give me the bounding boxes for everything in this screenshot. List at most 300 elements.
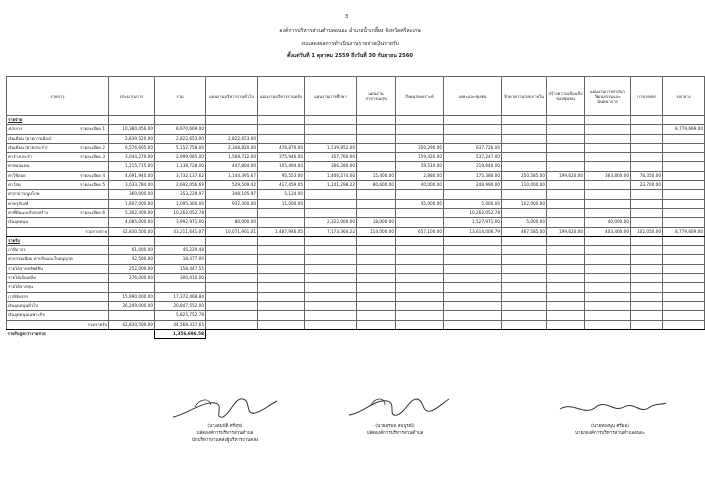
- empty-cell: [502, 329, 547, 338]
- amount-cell: [502, 134, 547, 143]
- empty-cell: [663, 311, 705, 320]
- empty-cell: [502, 301, 547, 310]
- amount-cell: 40,000.00: [585, 218, 631, 227]
- empty-cell: [502, 283, 547, 292]
- empty-cell: [305, 264, 357, 273]
- row-label: [7, 181, 109, 190]
- amount-cell: 1,527,971.00: [444, 218, 502, 227]
- amount-cell: 159,420.00: [396, 153, 444, 162]
- amount-cell: [631, 199, 663, 208]
- amount-cell: [547, 134, 585, 143]
- amount-cell: 80,000.00: [206, 218, 258, 227]
- row-label-text: ค่าใช้สอย: [8, 172, 26, 178]
- empty-cell: [502, 292, 547, 301]
- empty-cell: [258, 274, 305, 283]
- amount-cell: 357,760.00: [305, 153, 357, 162]
- amount-cell: [547, 199, 585, 208]
- empty-cell: [663, 301, 705, 310]
- amount-cell: [631, 218, 663, 227]
- empty-cell: [547, 236, 585, 245]
- row-label-text: รายได้เบ็ดเตล็ด: [8, 275, 37, 281]
- income-row: [7, 255, 705, 264]
- expense-row: [7, 162, 705, 171]
- empty-cell: [206, 116, 258, 125]
- empty-cell: [305, 255, 357, 264]
- amount-cell: 3,992,971.00: [155, 218, 206, 227]
- row-label-text: เงินเดือน (ฝ่ายการเมือง): [8, 135, 52, 141]
- amount-cell: [585, 181, 631, 190]
- row-label: [7, 218, 109, 227]
- amount-cell: [444, 190, 502, 199]
- row-label: [7, 227, 109, 236]
- empty-cell: [305, 320, 357, 329]
- amount-cell: [547, 218, 585, 227]
- empty-cell: [258, 283, 305, 292]
- empty-cell: [663, 246, 705, 255]
- amount-cell: 10,071,901.01: [206, 227, 258, 236]
- expense-row: [7, 190, 705, 199]
- income-row: [7, 311, 705, 320]
- net-result-row: [7, 329, 705, 338]
- amount-cell: 2,839,520.00: [109, 134, 155, 143]
- amount-cell: 80,600.00: [357, 181, 396, 190]
- expense-row: [7, 218, 705, 227]
- empty-cell: [502, 236, 547, 245]
- row-label: [7, 199, 109, 208]
- expense-total-row: [7, 227, 705, 236]
- amount-cell: [631, 153, 663, 162]
- amount-cell: [631, 208, 663, 217]
- row-label-text: เงินอุดหนุนทั่วไป: [8, 302, 38, 308]
- column-header: รักษาความสงบภายใน: [502, 77, 547, 116]
- amount-cell: [585, 143, 631, 152]
- column-header: สร้างความเข้มแข็งของชุมชน: [547, 77, 585, 116]
- empty-cell: [502, 116, 547, 125]
- amount-cell: [663, 143, 705, 152]
- empty-cell: [396, 264, 444, 273]
- empty-cell: [258, 329, 305, 338]
- row-label-text: รายได้จากทรัพย์สิน: [8, 265, 43, 271]
- amount-cell: 1,487,946.05: [258, 227, 305, 236]
- table-header-row: [7, 77, 705, 116]
- column-header: แผนงานการศาสนาวัฒนธรรมและนันทนาการ: [585, 77, 631, 116]
- empty-cell: [109, 236, 155, 245]
- amount-cell: 1,215,715.00: [109, 162, 155, 171]
- amount-cell: [155, 283, 206, 292]
- row-label: [7, 311, 109, 320]
- row-label: [7, 320, 109, 329]
- empty-cell: [444, 264, 502, 273]
- amount-cell: 360,000.00: [109, 190, 155, 199]
- amount-cell: 13,614,006.79: [444, 227, 502, 236]
- amount-cell: 44,568,337.65: [155, 320, 206, 329]
- amount-cell: [585, 208, 631, 217]
- empty-cell: [585, 311, 631, 320]
- amount-cell: 353,229.97: [155, 190, 206, 199]
- empty-cell: [206, 264, 258, 273]
- amount-cell: [444, 134, 502, 143]
- amount-cell: 5,000.00: [502, 218, 547, 227]
- empty-cell: [502, 274, 547, 283]
- empty-cell: [631, 320, 663, 329]
- page-number: 3: [345, 14, 349, 20]
- empty-cell: [357, 311, 396, 320]
- empty-cell: [206, 246, 258, 255]
- empty-cell: [663, 320, 705, 329]
- amount-cell: 4,691,940.00: [109, 171, 155, 180]
- empty-cell: [444, 292, 502, 301]
- empty-cell: [444, 320, 502, 329]
- empty-cell: [631, 116, 663, 125]
- amount-cell: [585, 162, 631, 171]
- amount-cell: [502, 125, 547, 134]
- income-row: [7, 283, 705, 292]
- amount-cell: 59,510.00: [396, 162, 444, 171]
- empty-cell: [357, 264, 396, 273]
- amount-cell: [663, 134, 705, 143]
- empty-cell: [305, 311, 357, 320]
- amount-cell: [502, 208, 547, 217]
- empty-cell: [585, 264, 631, 273]
- row-label-text: ค่าธรรมเนียม ค่าปรับและใบอนุญาต: [8, 256, 73, 262]
- empty-cell: [357, 274, 396, 283]
- empty-cell: [357, 292, 396, 301]
- empty-cell: [206, 292, 258, 301]
- row-label: [7, 208, 109, 217]
- signature-title: ปลัดองค์การบริหารส่วนตำบล: [366, 431, 424, 436]
- row-label-text: ค่าวัสดุ: [8, 182, 21, 188]
- expense-row: [7, 134, 705, 143]
- amount-cell: [502, 190, 547, 199]
- amount-cell: 537,247.00: [444, 153, 502, 162]
- empty-cell: [663, 292, 705, 301]
- empty-cell: [547, 292, 585, 301]
- amount-cell: 105,494.00: [258, 162, 305, 171]
- empty-cell: [502, 246, 547, 255]
- amount-cell: 219,640.00: [444, 162, 502, 171]
- empty-cell: [396, 329, 444, 338]
- row-label-text: เงินอุดหนุนเฉพาะกิจ: [8, 312, 45, 318]
- empty-cell: [585, 246, 631, 255]
- amount-cell: 20,847,552.00: [155, 301, 206, 310]
- empty-cell: [631, 329, 663, 338]
- amount-cell: 8,779,669.00: [663, 125, 705, 134]
- empty-cell: [663, 274, 705, 283]
- amount-cell: [206, 125, 258, 134]
- empty-cell: [396, 292, 444, 301]
- income-row: [7, 292, 705, 301]
- amount-cell: 2,348,820.00: [206, 143, 258, 152]
- empty-cell: [396, 283, 444, 292]
- amount-cell: [305, 199, 357, 208]
- amount-cell: 417,459.05: [258, 181, 305, 190]
- signature-block-chief: [320, 393, 470, 437]
- amount-cell: 1,138,728.00: [155, 162, 206, 171]
- amount-cell: [663, 190, 705, 199]
- org-title: องค์การบริหารส่วนตำบลอนอะ อำเภอน้ำเกลี้ยง จังหวัดศรีสะเกษ: [279, 28, 421, 34]
- amount-cell: 5,302,400.00: [109, 208, 155, 217]
- amount-cell: 40,000.00: [396, 181, 444, 190]
- amount-cell: 250,585.00: [502, 171, 547, 180]
- empty-cell: [357, 116, 396, 125]
- amount-cell: [631, 162, 663, 171]
- amount-cell: 476,870.00: [258, 143, 305, 152]
- empty-cell: [631, 236, 663, 245]
- empty-cell: [502, 320, 547, 329]
- amount-cell: 248,990.00: [444, 181, 502, 190]
- amount-cell: 1,241,298.22: [305, 181, 357, 190]
- empty-cell: [206, 329, 258, 338]
- net-label: รายรับสูงกว่ารายจ่าย: [7, 331, 46, 337]
- empty-cell: [631, 292, 663, 301]
- amount-cell: [585, 125, 631, 134]
- amount-cell: 637,726.00: [444, 143, 502, 152]
- empty-cell: [547, 264, 585, 273]
- amount-cell: 932,300.00: [206, 199, 258, 208]
- column-header: แผนงานการศึกษา: [305, 77, 357, 116]
- empty-cell: [631, 301, 663, 310]
- empty-cell: [305, 246, 357, 255]
- amount-cell: [585, 190, 631, 199]
- empty-cell: [444, 283, 502, 292]
- income-row: [7, 246, 705, 255]
- amount-cell: 300,410.00: [155, 274, 206, 283]
- amount-cell: 1,807,000.00: [109, 199, 155, 208]
- empty-cell: [663, 236, 705, 245]
- empty-cell: [396, 246, 444, 255]
- handwritten-signature-3: [550, 393, 670, 423]
- empty-cell: [258, 246, 305, 255]
- amount-cell: 2,880.00: [396, 171, 444, 180]
- row-label: [7, 274, 109, 283]
- empty-cell: [206, 283, 258, 292]
- empty-cell: [155, 116, 206, 125]
- amount-cell: [631, 134, 663, 143]
- amount-cell: 403,400.00: [585, 227, 631, 236]
- empty-cell: [206, 301, 258, 310]
- row-label-text: เงินอุดหนุน: [8, 219, 29, 225]
- amount-cell: 8,779,669.00: [663, 227, 705, 236]
- amount-cell: [663, 199, 705, 208]
- empty-cell: [585, 283, 631, 292]
- amount-cell: 2,822,653.00: [206, 134, 258, 143]
- empty-cell: [396, 274, 444, 283]
- amount-cell: 2,822,653.00: [155, 134, 206, 143]
- expense-row: [7, 125, 705, 134]
- empty-cell: [206, 236, 258, 245]
- empty-cell: [502, 264, 547, 273]
- empty-cell: [305, 292, 357, 301]
- empty-cell: [357, 320, 396, 329]
- empty-cell: [585, 116, 631, 125]
- amount-cell: [206, 208, 258, 217]
- empty-cell: [396, 116, 444, 125]
- empty-cell: [631, 264, 663, 273]
- empty-cell: [663, 283, 705, 292]
- amount-cell: 375,946.00: [258, 153, 305, 162]
- income-row: [7, 274, 705, 283]
- empty-cell: [444, 274, 502, 283]
- amount-cell: 199,620.00: [547, 171, 585, 180]
- empty-cell: [585, 292, 631, 301]
- amount-cell: 350,290.00: [396, 143, 444, 152]
- amount-cell: [547, 181, 585, 190]
- amount-cell: 2,692,056.69: [155, 181, 206, 190]
- empty-cell: [585, 236, 631, 245]
- amount-cell: [585, 153, 631, 162]
- expense-row: [7, 143, 705, 152]
- signature-title: นายกองค์การบริหารส่วนตำบลอนอะ: [574, 431, 646, 436]
- amount-cell: [547, 153, 585, 162]
- handwritten-signature-1: [165, 393, 285, 423]
- empty-cell: [305, 116, 357, 125]
- amount-cell: 199,620.00: [547, 227, 585, 236]
- empty-cell: [585, 274, 631, 283]
- amount-cell: [547, 162, 585, 171]
- empty-cell: [258, 320, 305, 329]
- amount-cell: 5,152,758.00: [155, 143, 206, 152]
- column-header: แผนงานสาธารณสุข: [357, 77, 396, 116]
- amount-cell: 18,000.00: [357, 218, 396, 227]
- amount-cell: [547, 143, 585, 152]
- empty-cell: [547, 329, 585, 338]
- amount-cell: [663, 208, 705, 217]
- row-label-text: ภาษีจัดสรร: [8, 293, 29, 299]
- amount-cell: 61,000.00: [109, 246, 155, 255]
- empty-cell: [444, 236, 502, 245]
- amount-cell: 10,262,052.78: [155, 208, 206, 217]
- empty-cell: [502, 255, 547, 264]
- empty-cell: [585, 329, 631, 338]
- amount-cell: 15,400.00: [357, 171, 396, 180]
- empty-cell: [444, 311, 502, 320]
- empty-cell: [396, 301, 444, 310]
- empty-cell: [305, 236, 357, 245]
- expense-row: [7, 208, 705, 217]
- amount-cell: 657,100.00: [396, 227, 444, 236]
- empty-cell: [206, 255, 258, 264]
- income-total-row: [7, 320, 705, 329]
- row-label: [7, 153, 109, 162]
- empty-cell: [258, 236, 305, 245]
- amount-cell: 17,372,468.84: [155, 292, 206, 301]
- empty-cell: [258, 292, 305, 301]
- amount-cell: 1,568,712.00: [206, 153, 258, 162]
- empty-cell: [109, 329, 155, 338]
- column-header: เคหะและชุมชน: [444, 77, 502, 116]
- row-label-text: ค่าสาธารณูปโภค: [8, 191, 40, 197]
- empty-cell: [663, 255, 705, 264]
- column-header: แผนงานบริหารงานคลัง: [258, 77, 305, 116]
- row-label: [7, 292, 109, 301]
- amount-cell: [305, 190, 357, 199]
- amount-cell: 5,000.00: [444, 199, 502, 208]
- empty-cell: [258, 311, 305, 320]
- handwritten-signature-2: [335, 393, 455, 423]
- amount-cell: 95,553.00: [258, 171, 305, 180]
- amount-cell: 45,229.48: [155, 246, 206, 255]
- empty-cell: [258, 264, 305, 273]
- row-label: [7, 301, 109, 310]
- amount-cell: 158,447.55: [155, 264, 206, 273]
- amount-cell: 467,585.00: [502, 227, 547, 236]
- empty-cell: [547, 116, 585, 125]
- empty-cell: [663, 264, 705, 273]
- empty-cell: [502, 311, 547, 320]
- amount-cell: 7,173,364.22: [305, 227, 357, 236]
- empty-cell: [109, 116, 155, 125]
- row-label: [7, 171, 109, 180]
- amount-cell: [305, 125, 357, 134]
- amount-cell: [502, 143, 547, 152]
- empty-cell: [631, 274, 663, 283]
- empty-cell: [357, 236, 396, 245]
- amount-cell: [502, 162, 547, 171]
- amount-cell: [258, 208, 305, 217]
- detail-reference: รายละเอียด 1: [80, 126, 105, 132]
- amount-cell: [631, 125, 663, 134]
- empty-cell: [305, 283, 357, 292]
- row-label: [7, 134, 109, 143]
- row-label-text: รวมรายจ่าย: [85, 228, 107, 234]
- empty-cell: [396, 255, 444, 264]
- column-header: รวม: [155, 77, 206, 116]
- expense-row: [7, 153, 705, 162]
- empty-cell: [396, 320, 444, 329]
- net-value: 1,356,696.58: [155, 329, 206, 338]
- row-label: [7, 162, 109, 171]
- amount-cell: [444, 125, 502, 134]
- amount-cell: 110,000.00: [502, 181, 547, 190]
- empty-cell: [444, 116, 502, 125]
- empty-cell: [631, 311, 663, 320]
- income-row: [7, 264, 705, 273]
- amount-cell: [547, 208, 585, 217]
- amount-cell: 3,732,137.62: [155, 171, 206, 180]
- row-label: [7, 125, 109, 134]
- signature-name: (นายทองพูน ศรีผล): [591, 424, 629, 429]
- amount-cell: 348,105.97: [206, 190, 258, 199]
- amount-cell: [502, 153, 547, 162]
- section-label: รายจ่าย: [7, 116, 109, 125]
- empty-cell: [357, 246, 396, 255]
- empty-cell: [357, 329, 396, 338]
- row-label: [7, 190, 109, 199]
- empty-cell: [258, 116, 305, 125]
- amount-cell: 6,576,605.00: [109, 143, 155, 152]
- empty-cell: [547, 283, 585, 292]
- empty-cell: [585, 255, 631, 264]
- empty-cell: [444, 329, 502, 338]
- row-label-text: รายได้จากทุน: [8, 284, 33, 290]
- amount-cell: [357, 143, 396, 152]
- amount-cell: 306,280.00: [305, 162, 357, 171]
- expense-row: [7, 181, 705, 190]
- amount-cell: [357, 153, 396, 162]
- empty-cell: [357, 255, 396, 264]
- signature-name: (นายสุรพล สมบูรณ์): [375, 424, 415, 429]
- column-header: สังคมสงเคราะห์: [396, 77, 444, 116]
- amount-cell: [258, 134, 305, 143]
- amount-cell: 1,095,300.00: [155, 199, 206, 208]
- expense-row: [7, 199, 705, 208]
- amount-cell: [585, 199, 631, 208]
- amount-cell: 23,700.00: [631, 181, 663, 190]
- empty-cell: [663, 329, 705, 338]
- empty-cell: [444, 246, 502, 255]
- amount-cell: 5,825,752.78: [155, 311, 206, 320]
- signature-name: (นางสมบัติ ศรีสุข): [207, 424, 243, 429]
